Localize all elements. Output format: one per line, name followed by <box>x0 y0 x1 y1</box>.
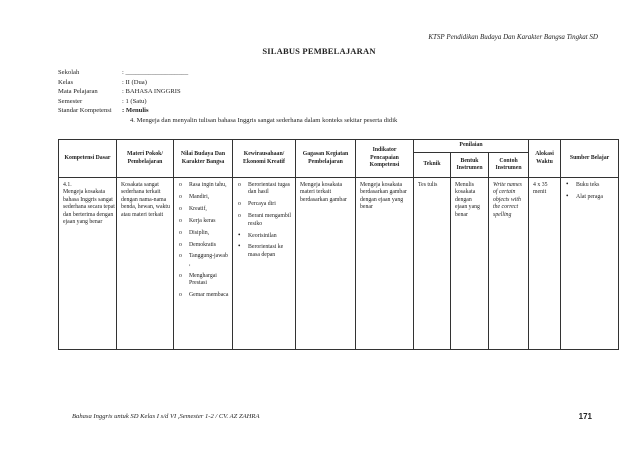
list-item: o Disiplin, <box>178 230 229 237</box>
footer-text: Bahasa Inggris untuk SD Kelas I s/d VI ,Semester 1-2 / CV. AZ ZAHRA <box>72 413 260 420</box>
list-item: • Buku teks <box>565 182 615 189</box>
col-header-teknik: Teknik <box>414 153 451 178</box>
col-header-penilaian: Penilaian <box>414 140 529 153</box>
list-item: • Alat peraga <box>565 194 615 201</box>
cell-materi: Kosakata sangat sederhana terkait dengan nama-nama benda, hewan, waktu atau materi terkait <box>117 178 174 350</box>
page-number: 171 <box>578 412 592 421</box>
info-value: : II (Dua) <box>122 78 147 86</box>
kd-text: Mengeja kosakata bahasa Inggris sangat sederhana secara tepat dan berterima dengan ejaan yang benar <box>63 189 115 226</box>
list-item: o Tanggung-jawab , <box>178 253 229 268</box>
list-item: o Mandiri, <box>178 194 229 201</box>
cell-gagasan: Mengeja kosakata materi terkait berdasarkan gambar <box>296 178 356 350</box>
list-item: o Gemar membaca <box>178 292 229 299</box>
col-header-indikator: Indikator Pencapaian Kompetensi <box>356 140 414 178</box>
page-title: SILABUS PEMBELAJARAN <box>262 46 376 56</box>
col-header-sumber: Sumber Belajar <box>561 140 619 178</box>
cell-kompetensi <box>59 178 117 350</box>
cell-indikator: Mengeja kosakata berdasarkan gambar dengan ejaan yang benar <box>356 178 414 350</box>
running-header: KTSP Pendidikan Budaya Dan Karakter Bangsa Tingkat SD <box>428 33 598 41</box>
col-header-kewirausahaan: Kewirausahaan/ Ekonomi Kreatif <box>233 140 296 178</box>
info-label: Standar Kompetensi <box>58 107 112 115</box>
cell-nilai <box>174 178 233 350</box>
list-item: o Percaya diri <box>237 201 292 208</box>
table-row <box>59 178 619 350</box>
kd-number: 4.1. <box>63 182 72 188</box>
col-header-bentuk: Bentuk Instrumen <box>451 153 489 178</box>
info-label: Sekolah <box>58 69 80 76</box>
kd-line: 4. Mengeja dan menyalin tulisan bahasa Inggris sangat sederhana dalam konteks sekitar peserta didik <box>130 116 398 124</box>
col-header-contoh: Contoh Instrumen <box>489 153 529 178</box>
list-item: • Berorientasi ke masa depan <box>237 244 292 259</box>
list-item: o Kreatif, <box>178 206 229 213</box>
list-item: • Keorisinilan <box>237 233 292 240</box>
list-item: o Demokratis <box>178 242 229 249</box>
col-header-kompetensi: Kompetensi Dasar <box>59 140 117 178</box>
info-label: Semester <box>58 97 83 105</box>
cell-alokasi: 4 x 35 menit <box>529 178 561 350</box>
kewira-list-bullet <box>237 233 292 260</box>
kewira-list-circle <box>237 182 292 228</box>
col-header-alokasi: Alokasi Waktu <box>529 140 561 178</box>
cell-contoh: Write names of certain objects with the correct spelling <box>489 178 529 350</box>
col-header-gagasan: Gagasan Kegiatan Pembelajaran <box>296 140 356 178</box>
cell-kewirausahaan <box>233 178 296 350</box>
syllabus-table <box>58 139 619 350</box>
list-item: o Menghargai Prestasi <box>178 273 229 288</box>
sumber-list <box>565 182 615 201</box>
cell-sumber <box>561 178 619 350</box>
nilai-list <box>178 182 229 299</box>
info-label: Mata Pelajaran <box>58 88 98 96</box>
col-header-nilai: Nilai Budaya Dan Karakter Bangsa <box>174 140 233 178</box>
list-item: o Kerja keras <box>178 218 229 225</box>
info-value: : 1 (Satu) <box>122 97 147 105</box>
list-item: o Berani mengambil resiko <box>237 213 292 228</box>
info-value: : ___________________ <box>122 69 189 76</box>
table-header-row <box>59 140 619 153</box>
info-label: Kelas <box>58 78 74 86</box>
list-item: o Rasa ingin tahu, <box>178 182 229 189</box>
info-value: : BAHASA INGGRIS <box>122 88 181 96</box>
col-header-materi: Materi Pokok/ Pembelajaran <box>117 140 174 178</box>
cell-bentuk: Menulis kosakata dengan ejaan yang benar <box>451 178 489 350</box>
cell-teknik: Tes tulis <box>414 178 451 350</box>
list-item: o Berorientasi tugas dan hasil <box>237 182 292 197</box>
info-value: : Menulis <box>122 107 149 115</box>
